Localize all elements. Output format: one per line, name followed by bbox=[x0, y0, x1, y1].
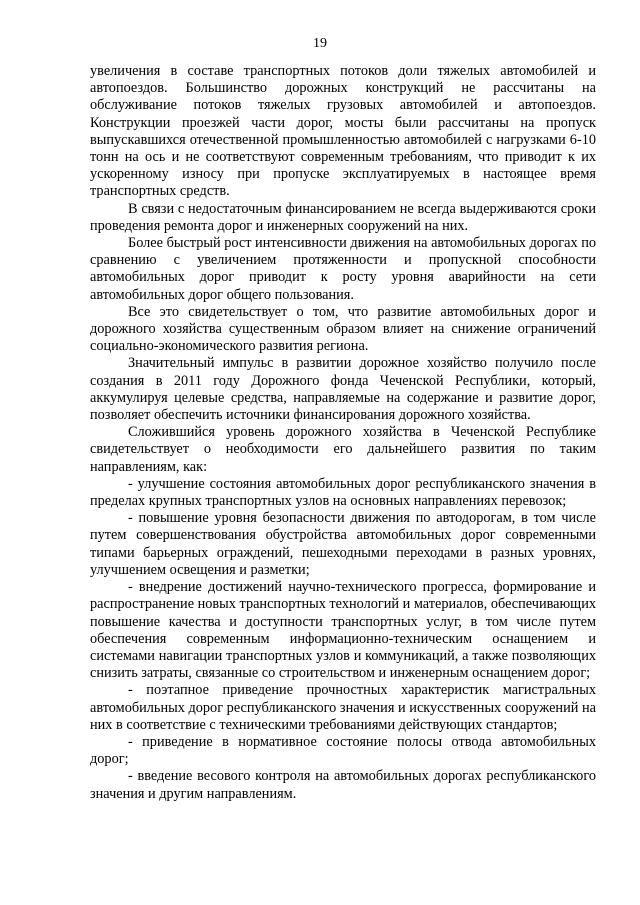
document-body bbox=[90, 63, 596, 803]
paragraph-development-impact: Все это свидетельствует о том, что развитие автомобильных дорог и дорожного хозяйства существенным образом влияет на снижение ограничений социально-экономического развития региона. bbox=[90, 303, 596, 355]
paragraph-directions-intro: Сложившийся уровень дорожного хозяйства в Чеченской Республике свидетельствует о необходимости его дальнейшего развития по таким направлениям, как: bbox=[90, 424, 596, 475]
list-item: - поэтапное приведение прочностных характеристик магистральных автомобильных дорог республиканского значения и искусственных сооружений на них в соответствие с техническими требованиями действующих стандартов; bbox=[90, 682, 596, 733]
paragraph-road-fund: Значительный импульс в развитии дорожное хозяйство получило после создания в 2011 году Дорожного фонда Чеченской Республики, который, аккумулируя целевые средства, направляемые на содержание и развитие дорог, позволяет обеспечить источники финансирования дорожного хозяйства. bbox=[90, 355, 596, 424]
paragraph-continuation: увеличения в составе транспортных потоков доли тяжелых автомобилей и автопоездов. Большинство дорожных конструкций не рассчитаны на обслуживание потоков тяжелых грузовых автомобилей и автопоездов. Конструкции проезжей части дорог, мосты были рассчитаны на пропуск выпускавшихся отечественной промышленностью автомобилей с нагрузками 6-10 тонн на ось и не соответствуют современным требованиям, что приводит к их ускоренному износу при пропуске эксплуатируемых в настоящее время транспортных средств. bbox=[90, 63, 596, 200]
page-number: 19 bbox=[313, 36, 327, 51]
paragraph-financing: В связи с недостаточным финансированием не всегда выдерживаются сроки проведения ремонта дорог и инженерных сооружений на них. bbox=[90, 200, 596, 234]
list-item: - повышение уровня безопасности движения по автодорогам, в том числе путем совершенствования обустройства автомобильных дорог современными типами барьерных ограждений, пешеходными переходами в разных уровнях, улучшением освещения и разметки; bbox=[90, 510, 596, 578]
list-item: - улучшение состояния автомобильных дорог республиканского значения в пределах крупных транспортных узлов на основных направлениях перевозок; bbox=[90, 475, 596, 510]
list-item: - введение весового контроля на автомобильных дорогах республиканского значения и другим направлениям. bbox=[90, 768, 596, 802]
list-item: - внедрение достижений научно-технического прогресса, формирование и распространение новых транспортных технологий и материалов, обеспечивающих повышение качества и доступности транспортных услуг, в том числе путем обеспечения современным информационно-техническим оснащением и системами навигации транспортных узлов и коммуникаций, а также позволяющих снизить затраты, связанные со строительством и инженерным оснащением дорог; bbox=[90, 579, 596, 682]
list-item: - приведение в нормативное состояние полосы отвода автомобильных дорог; bbox=[90, 733, 596, 768]
paragraph-traffic-growth: Более быстрый рост интенсивности движения на автомобильных дорогах по сравнению с увеличением протяженности и пропускной способности автомобильных дорог приводит к росту уровня аварийности на сети автомобильных дорог общего пользования. bbox=[90, 235, 596, 303]
